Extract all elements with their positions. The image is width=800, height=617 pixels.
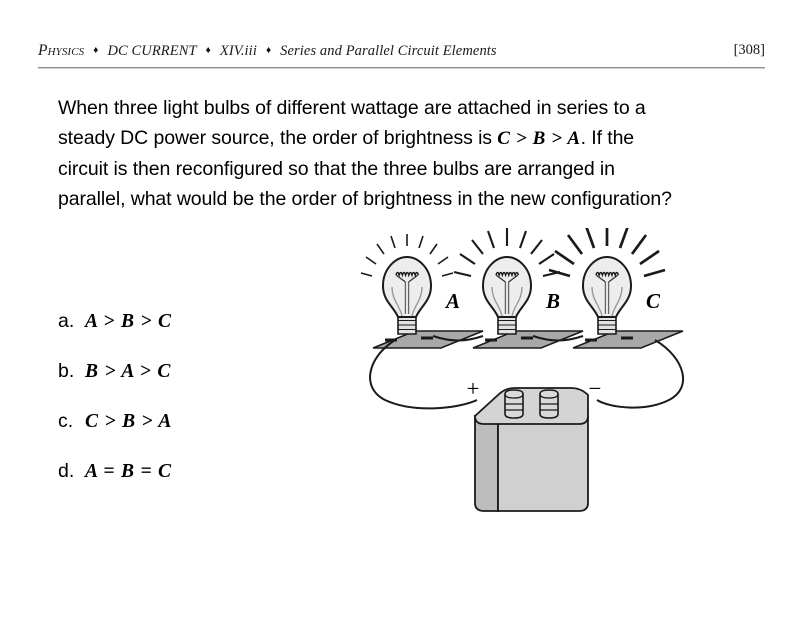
question-part-2: . If the circuit is then reconfigured so that the three bulbs are arranged in parallel, what would be the order of brightness in the new configuration? [58,127,672,210]
question-text [58,93,683,214]
battery-terminal-positive [505,390,523,418]
light-bulb-c [549,228,665,334]
choice-text-c: C > B > A [85,411,173,432]
header-title: Series and Parallel Circuit Elements [280,43,497,59]
header-divider [38,67,765,69]
header-separator-1: ♦ [93,45,99,56]
header-breadcrumb [38,42,497,60]
light-bulb-a [361,234,453,334]
answer-choice-b[interactable] [58,360,288,410]
question-part-1: When three light bulbs of different wattage are attached in series to a steady DC power source, the order of brightness is [58,97,646,149]
header-separator-3: ♦ [265,45,272,56]
header-section: XIV.iii [219,43,257,59]
answer-choice-c[interactable] [58,410,288,460]
battery-negative-sign: − [588,376,602,401]
choice-letter-c: c. [58,410,74,432]
header-subject: Physics [38,42,85,59]
choice-text-d: A = B = C [85,461,172,482]
answer-choice-a[interactable] [58,310,288,360]
bulb-label-c: C [646,289,661,313]
running-header [38,42,765,64]
header-separator-2: ♦ [205,45,211,56]
choice-letter-b: b. [58,360,75,382]
battery-terminal-negative [540,390,558,418]
answer-choice-list [58,310,288,510]
light-bulb-b [454,228,560,334]
choice-text-a: A > B > C [85,311,172,332]
circuit-diagram [355,228,725,518]
answer-choice-d[interactable] [58,460,288,510]
choice-letter-d: d. [58,460,75,482]
header-topic: DC CURRENT [107,43,197,59]
battery [467,376,602,511]
bulb-label-a: A [446,289,461,313]
choice-text-b: B > A > C [85,361,172,382]
battery-positive-sign: + [466,376,480,401]
page-number: [308] [733,42,765,58]
question-series-order: C > B > A [497,128,581,149]
bulb-label-b: B [546,289,561,313]
choice-letter-a: a. [58,310,75,332]
